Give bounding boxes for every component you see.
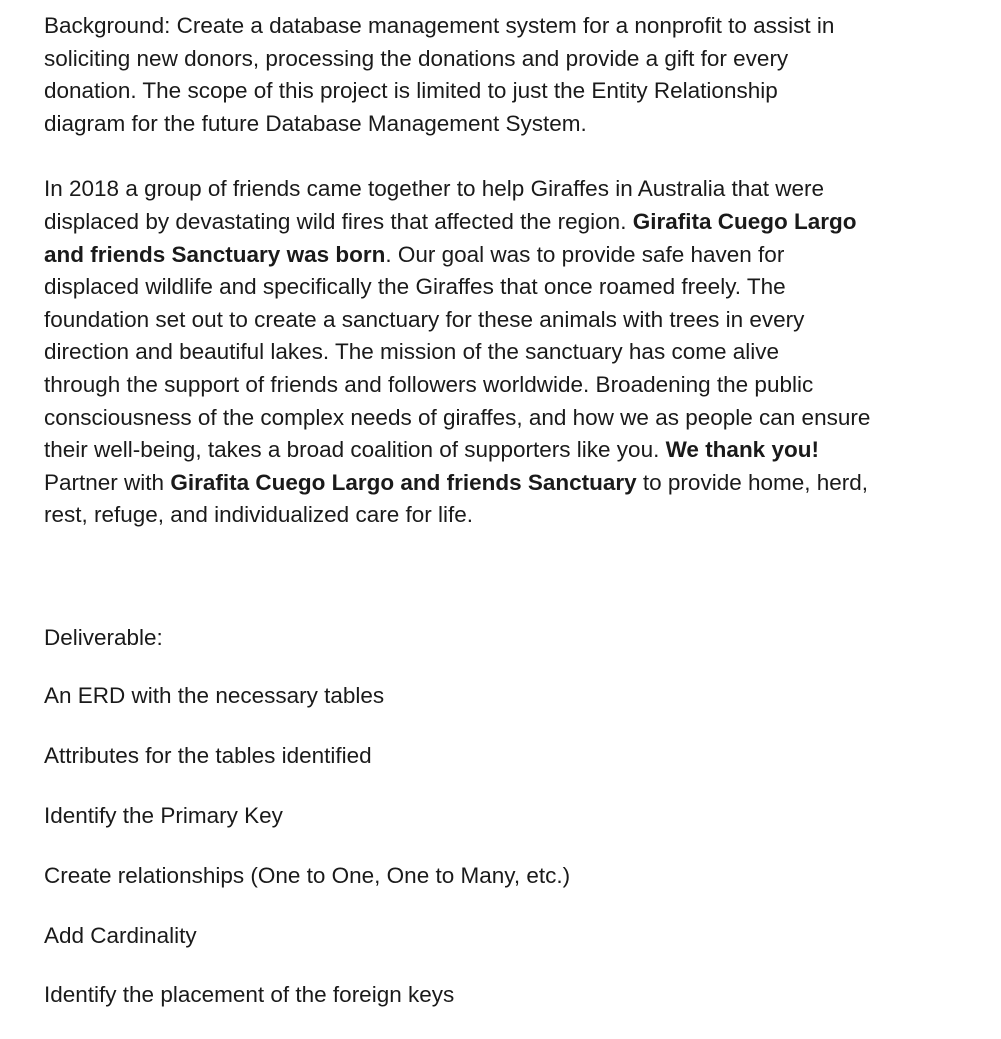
- story-text: displaced by devastating wild fires that affected the region.: [44, 208, 633, 234]
- document-body: [44, 10, 984, 1007]
- deliverables-list: [44, 680, 570, 1039]
- story-text: direction and beautiful lakes. The mission of the sanctuary has come alive: [44, 339, 779, 365]
- sanctuary-name-bold: Girafita Cuego Largo: [632, 208, 857, 234]
- deliverable-item: An ERD with the necessary tables: [44, 683, 385, 708]
- background-line: Background: Create a database management system for a nonprofit to assist in: [44, 13, 835, 38]
- story-text: displaced wildlife and specifically the Giraffes that once roamed freely. The: [44, 274, 786, 300]
- story-text: to provide home, herd,: [636, 469, 869, 495]
- deliverable-item: Create relationships (One to One, One to Many, etc.): [44, 863, 571, 888]
- story-line: [44, 369, 984, 402]
- sanctuary-story-paragraph: [44, 173, 984, 532]
- story-text: consciousness of the complex needs of giraffes, and how we as people can ensure: [44, 404, 871, 430]
- background-line: diagram for the future Database Management System.: [44, 110, 587, 136]
- story-line: [44, 206, 984, 239]
- background-line: donation. The scope of this project is limited to just the Entity Relationship: [44, 78, 778, 104]
- story-line: [44, 499, 984, 532]
- deliverable-heading: Deliverable:: [44, 625, 163, 650]
- story-text: through the support of friends and followers worldwide. Broadening the public: [44, 371, 814, 397]
- story-line: [44, 239, 984, 272]
- story-line: [44, 336, 984, 369]
- deliverable-item: Identify the Primary Key: [44, 803, 283, 828]
- background-line: soliciting new donors, processing the donations and provide a gift for every: [44, 45, 789, 71]
- story-line: [44, 173, 984, 206]
- story-text: their well-being, takes a broad coalition of supporters like you.: [44, 437, 666, 463]
- story-text: Partner with: [44, 469, 171, 495]
- story-text: . Our goal was to provide safe haven for: [385, 241, 785, 267]
- sanctuary-name-bold: and friends Sanctuary was born: [44, 241, 386, 267]
- background-paragraph: [44, 10, 984, 140]
- sanctuary-name-bold: Girafita Cuego Largo and friends Sanctuary: [170, 469, 637, 495]
- deliverable-item: Identify the placement of the foreign keys: [44, 982, 455, 1007]
- deliverable-item: Attributes for the tables identified: [44, 743, 372, 768]
- story-text: foundation set out to create a sanctuary for these animals with trees in every: [44, 306, 805, 332]
- story-line: [44, 434, 984, 467]
- deliverable-item: Add Cardinality: [44, 923, 197, 948]
- story-line: [44, 467, 984, 500]
- story-text: rest, refuge, and individualized care for life.: [44, 502, 473, 528]
- story-line: [44, 304, 984, 337]
- story-line: [44, 402, 984, 435]
- story-line: [44, 271, 984, 304]
- story-text: In 2018 a group of friends came together to help Giraffes in Australia that were: [44, 176, 825, 202]
- thank-you-bold: We thank you!: [665, 437, 819, 463]
